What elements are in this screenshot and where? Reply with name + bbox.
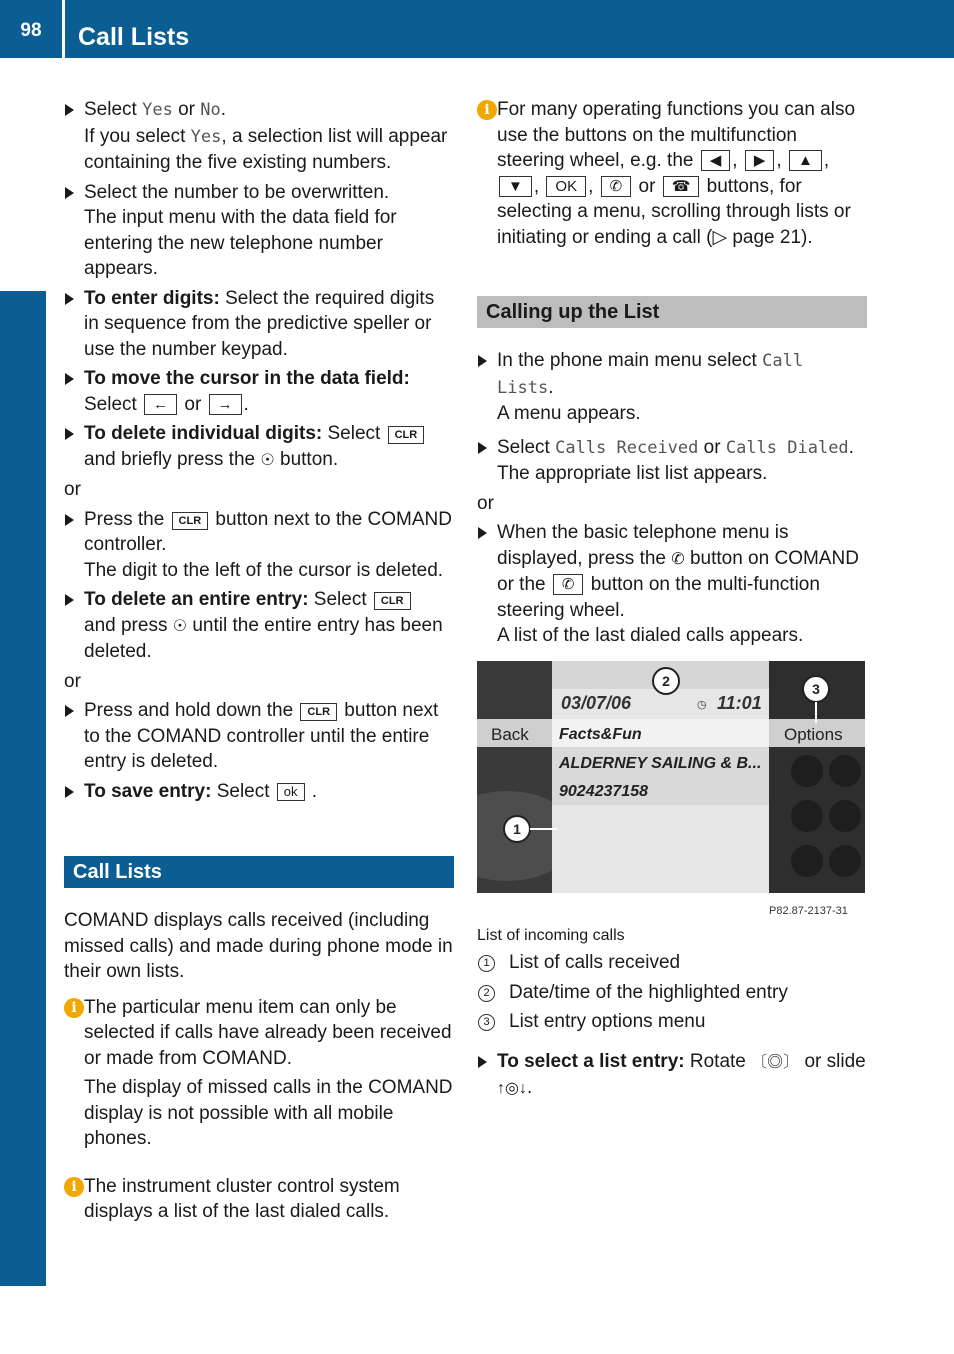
figure-code: P82.87-2137-31 <box>769 904 848 917</box>
side-tab-label: Telephone <box>6 418 39 566</box>
comand-screen-figure <box>477 661 865 917</box>
info-icon: i <box>477 100 497 120</box>
controller-icon: ☉ <box>260 451 275 469</box>
clr-key-icon: CLR <box>374 592 411 610</box>
list-item: To delete an entire entry: Select CLR and press ☉ until the entire entry has been deleted. <box>64 587 454 665</box>
page-number: 98 <box>20 20 42 42</box>
info-icon: i <box>64 998 84 1018</box>
list-item: Select Calls Received or Calls Dialed. The appropriate list list appears. <box>477 435 867 487</box>
phone-accept-icon: ✆ <box>553 574 584 595</box>
left-arrow-icon: ← <box>144 394 177 415</box>
info-note: i For many operating functions you can also use the buttons on the multifunction steering wheel, e.g. the ◀ , ▶ , ▲ , ▼ , OK , ✆ or ☎ buttons, for selecting a menu, scrolling through lists or initiating or ending a call (▷ page 21). <box>477 97 867 250</box>
screen-row-highlighted[interactable]: ALDERNEY SAILING & B... <box>559 754 762 772</box>
paragraph: COMAND displays calls received (including missed calls) and made during phone mode in their own lists. <box>64 910 453 982</box>
screen-image <box>477 661 865 917</box>
phone-end-icon: ☎ <box>663 176 700 197</box>
info-icon: i <box>64 1177 84 1197</box>
callout-1: 1 <box>513 820 521 837</box>
clr-key-icon: CLR <box>172 512 209 530</box>
page-header <box>0 0 954 58</box>
info-text: The particular menu item can only be selected if calls have already been received or made from COMAND. <box>84 996 452 1069</box>
right-arrow-icon: → <box>209 394 242 415</box>
clr-key-icon: CLR <box>388 426 425 444</box>
screen-time: 11:01 <box>717 692 762 713</box>
up-button-icon: ▲ <box>789 150 822 171</box>
clr-key-icon: CLR <box>300 703 337 721</box>
list-item: To enter digits: Select the required digits in sequence from the predictive speller or use the number keypad. <box>64 286 454 363</box>
page-title: Call Lists <box>78 23 190 51</box>
screen-row-number[interactable]: 9024237158 <box>559 782 648 800</box>
list-item: Select Yes or No. If you select Yes, a selection list will appear containing the five existing numbers. <box>64 97 454 176</box>
left-column <box>64 97 454 1233</box>
clock-icon: ◷ <box>697 698 707 711</box>
or-text: or <box>64 479 81 500</box>
figure-legend <box>477 950 867 1035</box>
right-button-icon: ▶ <box>745 150 775 171</box>
info-note <box>64 995 454 1152</box>
callout-3: 3 <box>812 680 820 697</box>
or-text: or <box>477 492 494 514</box>
legend-item: 2 Date/time of the highlighted entry <box>477 980 867 1006</box>
info-note <box>64 1174 454 1225</box>
list-item: Press and hold down the CLR button next to the COMAND controller until the entire entry is deleted. <box>64 698 454 775</box>
down-button-icon: ▼ <box>499 176 532 197</box>
phone-icon: ✆ <box>671 550 685 568</box>
phone-accept-icon: ✆ <box>601 176 632 197</box>
list-item: In the phone main menu select Call Lists. A menu appears. <box>477 348 867 427</box>
list-item: When the basic telephone menu is displayed, press the ✆ button on COMAND or the ✆ button on the multi-function steering wheel. A list of the last dialed calls appears. <box>477 520 867 649</box>
left-button-icon: ◀ <box>701 150 731 171</box>
slide-controller-icon: ↑◎↓ <box>497 1080 527 1097</box>
or-text: or <box>64 670 81 692</box>
legend-item: 3 List entry options menu <box>477 1009 867 1035</box>
info-text: The display of missed calls in the COMAND display is not possible with all mobile phones. <box>84 1077 453 1149</box>
list-item: Press the CLR button next to the COMAND controller. The digit to the left of the cursor is deleted. <box>64 507 454 584</box>
rotate-controller-icon: 〔◎〕 <box>751 1053 800 1071</box>
ok-key-icon: ok <box>277 783 305 801</box>
list-item: To move the cursor in the data field: Select ← or → . <box>64 366 454 417</box>
screen-row-facts[interactable]: Facts&Fun <box>559 725 642 743</box>
screen-options-button[interactable]: Options <box>784 724 843 744</box>
figure-caption: List of incoming calls <box>477 926 625 944</box>
ok-button-icon: OK <box>546 176 586 197</box>
screen-date: 03/07/06 <box>561 692 632 713</box>
controller-icon: ☉ <box>172 617 188 635</box>
header-divider <box>62 0 65 58</box>
callout-2: 2 <box>662 672 670 689</box>
section-heading-call-lists: Call Lists <box>64 856 454 888</box>
list-item: To delete individual digits: Select CLR and briefly press the ☉ button. <box>64 421 454 473</box>
legend-item: 1 List of calls received <box>477 950 867 976</box>
right-column <box>477 97 867 1106</box>
list-item: To select a list entry: Rotate 〔◎〕 or slide ↑◎↓. <box>477 1049 867 1102</box>
list-item: Select the number to be overwritten. The input menu with the data field for entering the new telephone number appears. <box>64 180 454 282</box>
section-heading-calling-up: Calling up the List <box>477 296 867 328</box>
info-text: The instrument cluster control system displays a list of the last dialed calls. <box>84 1175 400 1222</box>
list-item: To save entry: Select ok . <box>64 779 454 805</box>
screen-back-button[interactable]: Back <box>491 724 529 744</box>
